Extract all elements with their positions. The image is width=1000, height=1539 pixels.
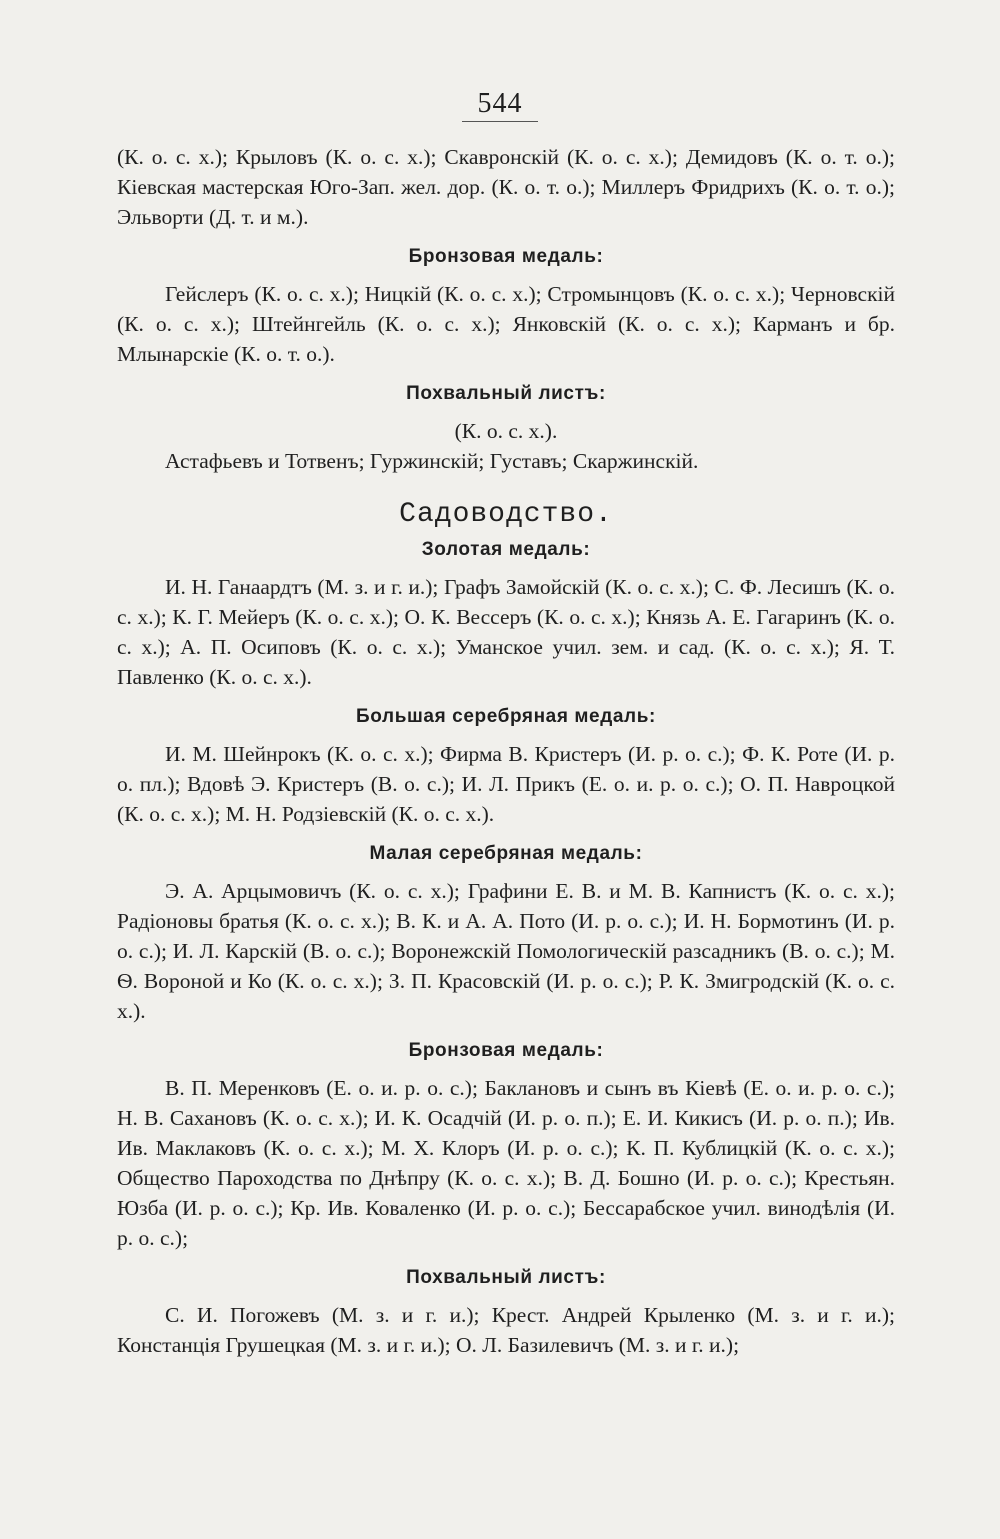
- text-paragraph: (К. о. с. х.); Крыловъ (К. о. с. х.); Скавронскій (К. о. с. х.); Демидовъ (К. о. т. о.); Кіевская мастерская Юго-Зап. жел. дор. (К. о. т. о.); Миллеръ Фридрихъ (К. о. т. о.); Эльворти (Д. т. и м.).: [117, 145, 895, 229]
- page-number-rule: [462, 121, 538, 122]
- page-body: [117, 142, 895, 1360]
- text-paragraph: И. Н. Ганаардтъ (М. з. и г. и.); Графъ Замойскій (К. о. с. х.); С. Ф. Лесишъ (К. о. с. х.); К. Г. Мейеръ (К. о. с. х.); О. К. Вессеръ (К. о. с. х.); Князь А. Е. Гагаринъ (К. о. с. х.); А. П. Осиповъ (К. о. с. х.); Уманское учил. зем. и сад. (К. о. с. х.); Я. Т. Павленко (К. о. с. х.).: [117, 575, 895, 689]
- medal-heading: Похвальный листъ:: [406, 383, 606, 404]
- text-paragraph: В. П. Меренковъ (Е. о. и. р. о. с.); Баклановъ и сынъ въ Кіевѣ (Е. о. и. р. о. с.); Н. В. Сахановъ (К. о. с. х.); И. К. Осадчій (И. р. о. п.); Е. И. Кикисъ (И. р. о. п.); Ив. Ив. Маклаковъ (К. о. с. х.); М. Х. Клоръ (И. р. о. с.); К. П. Кублицкій (К. о. с. х.); Общество Пароходства по Днѣпру (К. о. с. х.); В. Д. Бошно (И. р. о. с.); Крестьян. Юзба (И. р. о. с.); Кр. Ив. Коваленко (И. р. о. с.); Бессарабское учил. винодѣлія (И. р. о. с.);: [117, 1076, 895, 1250]
- text-paragraph: Гейслеръ (К. о. с. х.); Ницкій (К. о. с. х.); Стромынцовъ (К. о. с. х.); Черновскій (К. о. с. х.); Штейнгейль (К. о. с. х.); Янковскій (К. о. с. х.); Карманъ и бр. Млынарскіе (К. о. т. о.).: [117, 282, 895, 366]
- medal-heading: Похвальный листъ:: [406, 1267, 606, 1288]
- text-paragraph: С. И. Погожевъ (М. з. и г. и.); Крест. Андрей Крыленко (М. з. и г. и.); Констанція Грушецкая (М. з. и г. и.); О. Л. Базилевичъ (М. з. и г. и.);: [117, 1303, 895, 1357]
- section-title: Садоводство.: [399, 499, 613, 530]
- text-paragraph: Астафьевъ и Тотвенъ; Гуржинскій; Густавъ; Скаржинскій.: [165, 449, 699, 473]
- text-paragraph: И. М. Шейнрокъ (К. о. с. х.); Фирма В. Кристеръ (И. р. о. с.); Ф. К. Роте (И. р. о. пл.); Вдовѣ Э. Кристеръ (В. о. с.); И. Л. Прикъ (Е. о. и. р. о. с.); О. П. Навроцкой (К. о. с. х.); М. Н. Родзіевскій (К. о. с. х.).: [117, 742, 895, 826]
- page-number: 544: [477, 88, 523, 119]
- medal-heading: Бронзовая медаль:: [408, 246, 604, 267]
- centered-note: (К. о. с. х.).: [454, 419, 558, 443]
- medal-heading: Бронзовая медаль:: [408, 1040, 604, 1061]
- medal-heading: Золотая медаль:: [421, 539, 591, 560]
- text-paragraph: Э. А. Арцымовичъ (К. о. с. х.); Графини Е. В. и М. В. Капнистъ (К. о. с. х.); Радіоновы братья (К. о. с. х.); В. К. и А. А. Пото (И. р. о. с.); И. Н. Бормотинъ (И. р. о. с.); И. Л. Карскій (В. о. с.); Воронежскій Помологическій разсадникъ (В. о. с.); М. Ѳ. Вороной и Ко (К. о. с. х.); З. П. Красовскій (И. р. о. с.); Р. К. Змигродскій (К. о. с. х.).: [117, 879, 895, 1023]
- medal-heading: Большая серебряная медаль:: [356, 706, 656, 727]
- medal-heading: Малая серебряная медаль:: [369, 843, 643, 864]
